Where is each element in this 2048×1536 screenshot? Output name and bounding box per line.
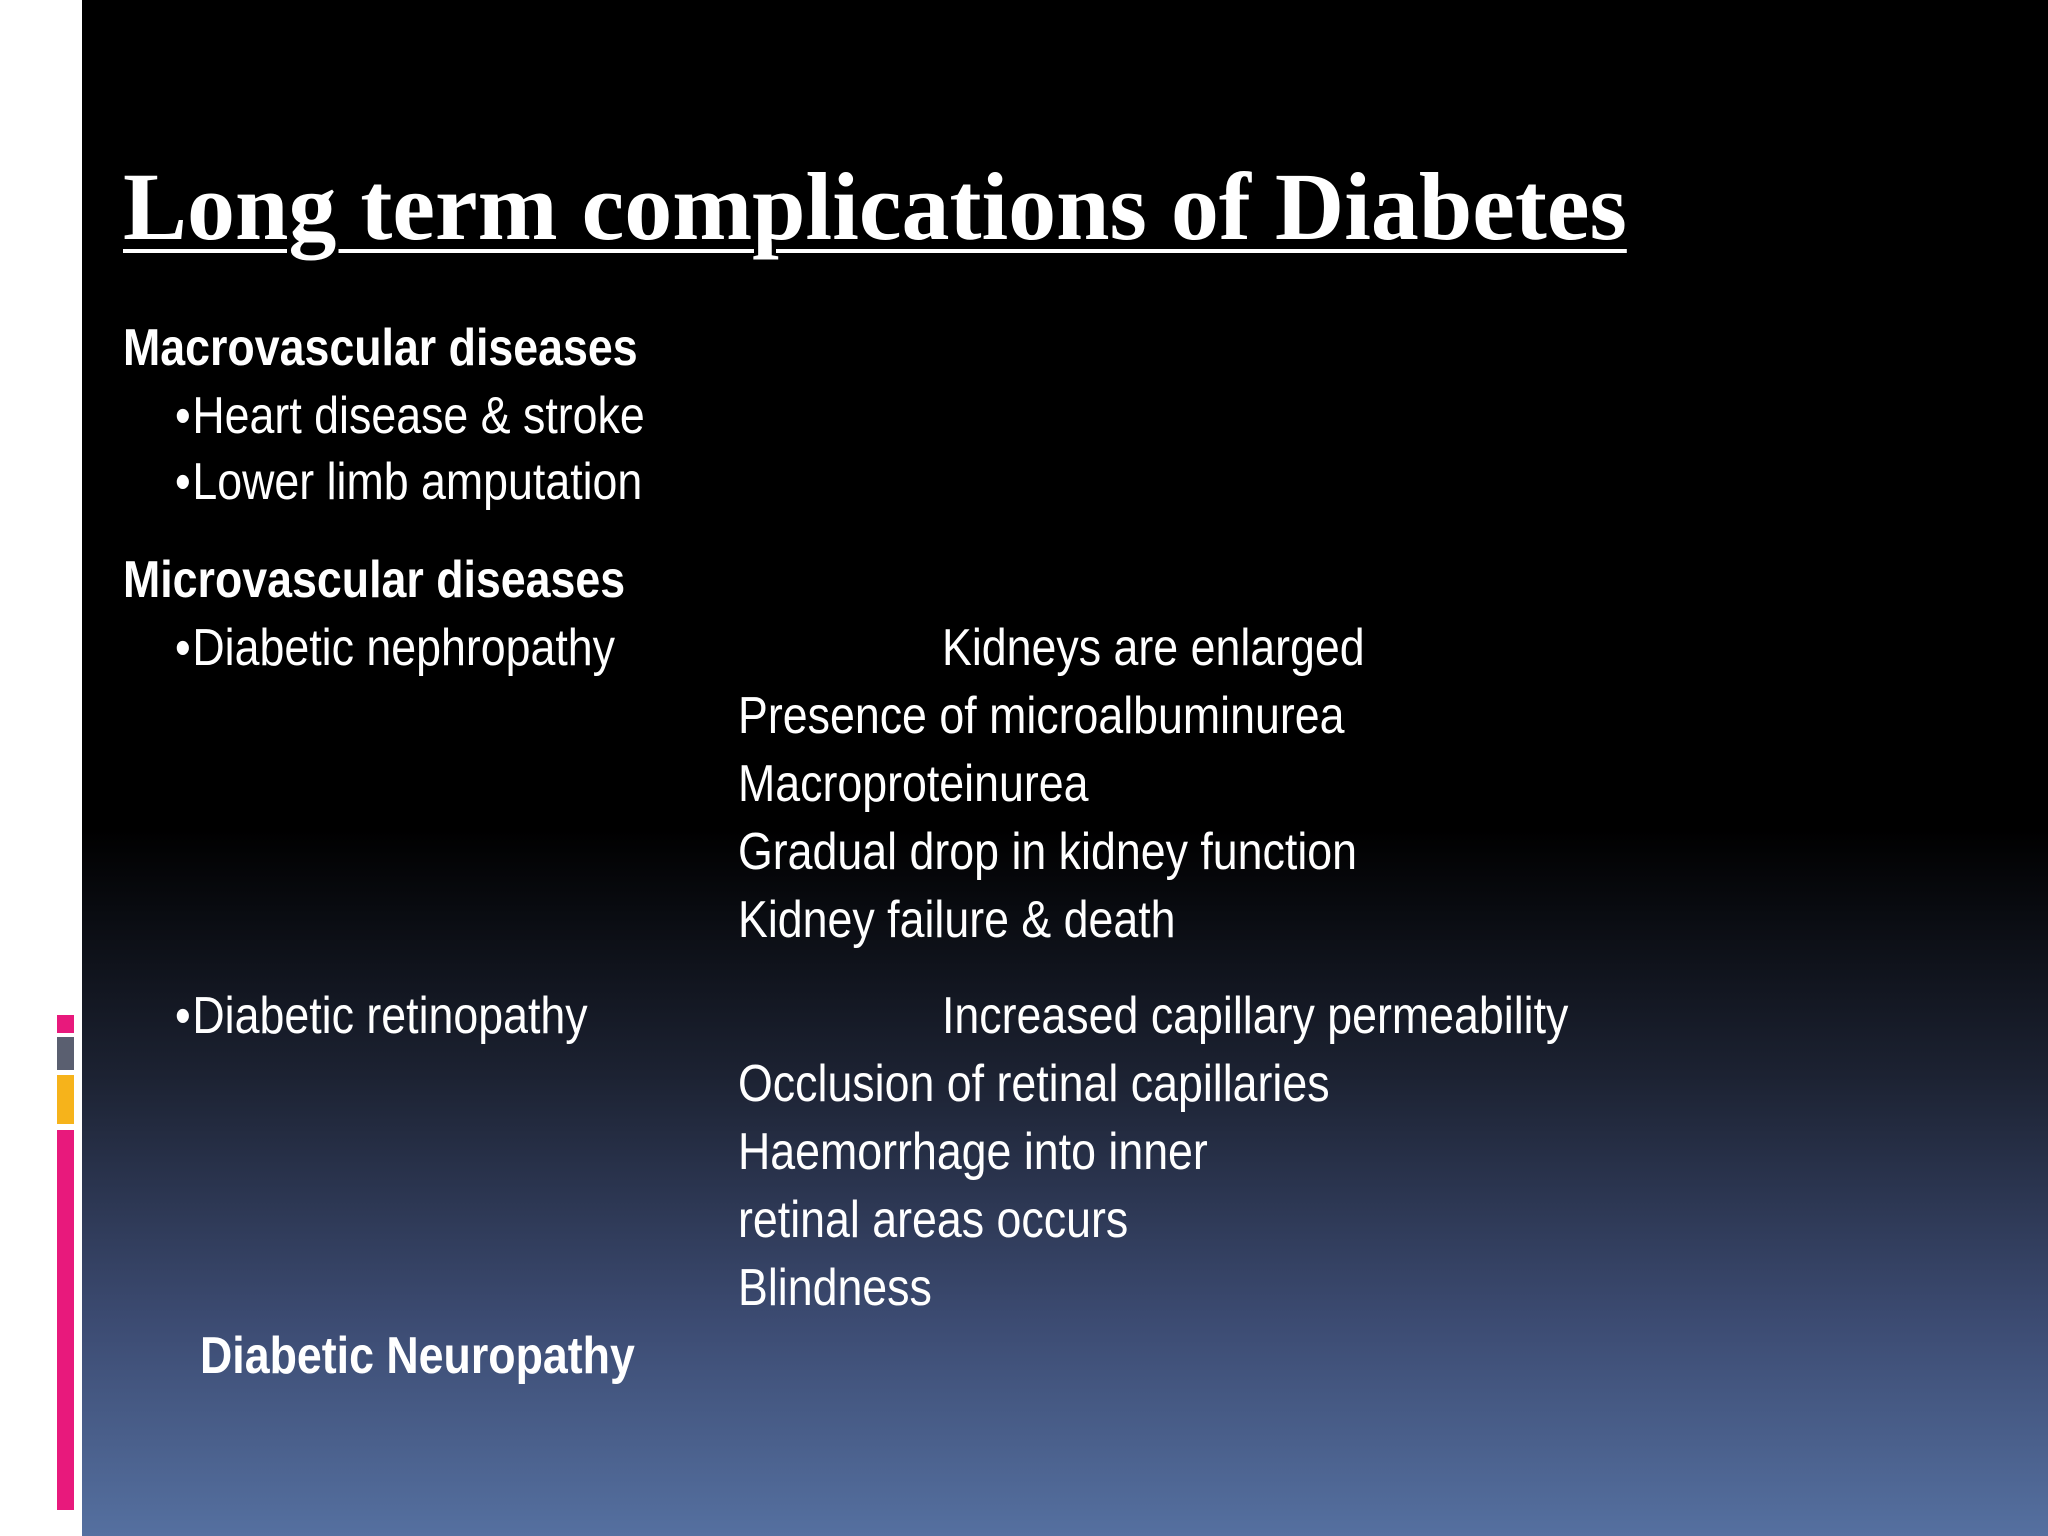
macrovascular-item-heart: • Heart disease & stroke	[175, 386, 645, 446]
retinopathy-label: • Diabetic retinopathy	[175, 986, 588, 1046]
retinopathy-stage-5: Blindness	[738, 1259, 932, 1317]
retinopathy-stage-2: Occlusion of retinal capillaries	[738, 1055, 1330, 1113]
nephropathy-stage-1: Kidneys are enlarged	[942, 619, 1365, 677]
nephropathy-stage-2: Presence of microalbuminurea	[738, 687, 1345, 745]
macrovascular-heading: Macrovascular diseases	[123, 319, 638, 377]
accent-bar-magenta-long	[57, 1130, 74, 1510]
macrovascular-item-amputation: • Lower limb amputation	[175, 452, 642, 512]
slide-title: Long term complications of Diabetes	[123, 153, 1627, 260]
microvascular-heading: Microvascular diseases	[123, 551, 626, 609]
nephropathy-label: • Diabetic nephropathy	[175, 618, 615, 678]
decor-stripe-top-2	[58, 186, 63, 236]
neuropathy-label: Diabetic Neuropathy	[200, 1327, 635, 1385]
nephropathy-stage-5: Kidney failure & death	[738, 891, 1176, 949]
decor-stripe-top-1	[49, 186, 53, 236]
nephropathy-stage-3: Macroproteinurea	[738, 755, 1089, 813]
retinopathy-stage-1: Increased capillary permeability	[942, 987, 1569, 1045]
accent-bar-slate	[57, 1037, 74, 1070]
accent-bar-magenta-small	[57, 1015, 74, 1033]
nephropathy-stage-4: Gradual drop in kidney function	[738, 823, 1358, 881]
decor-stripe-top-4	[76, 186, 82, 236]
accent-bar-orange	[57, 1075, 74, 1124]
retinopathy-stage-4: retinal areas occurs	[738, 1191, 1129, 1249]
decor-stripe-top-3	[67, 186, 74, 236]
retinopathy-stage-3: Haemorrhage into inner	[738, 1123, 1208, 1181]
